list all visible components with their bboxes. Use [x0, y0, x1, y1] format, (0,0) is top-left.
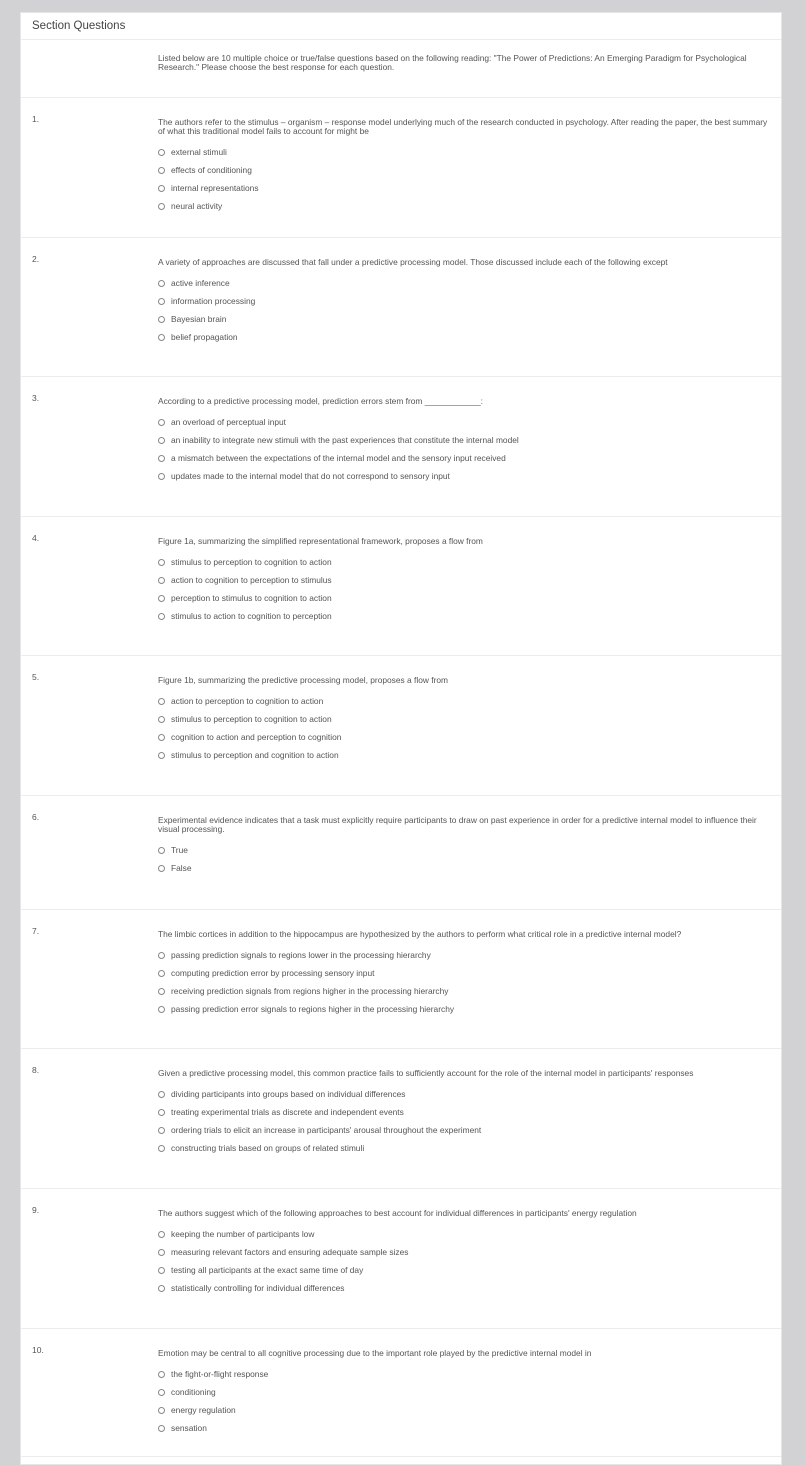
answer-option[interactable] — [158, 859, 781, 877]
answer-options — [21, 143, 781, 215]
option-label: an inability to integrate new stimuli with the past experiences that constitute the internal model — [171, 435, 519, 445]
answer-option[interactable] — [158, 431, 781, 449]
question-7 — [21, 910, 781, 1049]
question-text: Figure 1a, summarizing the simplified representational framework, proposes a flow from — [158, 536, 483, 546]
option-label: ordering trials to elicit an increase in participants' arousal throughout the experiment — [171, 1125, 482, 1135]
option-label: stimulus to action to cognition to perception — [171, 611, 332, 621]
answer-option[interactable] — [158, 179, 781, 197]
option-label: action to perception to cognition to action — [171, 696, 324, 706]
answer-option[interactable] — [158, 841, 781, 859]
option-label: information processing — [171, 296, 256, 306]
option-label: False — [171, 863, 192, 873]
answer-option[interactable] — [158, 589, 781, 607]
option-label: action to cognition to perception to stimulus — [171, 575, 332, 585]
answer-option[interactable] — [158, 1365, 781, 1383]
radio-button[interactable] — [158, 865, 165, 872]
question-text: Experimental evidence indicates that a task must explicitly require participants to draw on past experience in order for a predictive internal model to influence their visual processing. — [158, 815, 757, 834]
answer-option[interactable] — [158, 1121, 781, 1139]
radio-button[interactable] — [158, 455, 165, 462]
radio-button[interactable] — [158, 970, 165, 977]
question-number: 8. — [32, 1065, 40, 1075]
answer-options — [21, 274, 781, 346]
radio-button[interactable] — [158, 559, 165, 566]
question-text: The authors suggest which of the following approaches to best account for individual differences in participants' energy regulation — [158, 1208, 637, 1218]
answer-option[interactable] — [158, 964, 781, 982]
question-8 — [21, 1049, 781, 1189]
option-label: receiving prediction signals from regions higher in the processing hierarchy — [171, 986, 449, 996]
answer-option[interactable] — [158, 1261, 781, 1279]
answer-option[interactable] — [158, 607, 781, 625]
questions-card — [20, 12, 782, 1465]
option-label: Bayesian brain — [171, 314, 227, 324]
answer-option[interactable] — [158, 728, 781, 746]
answer-option[interactable] — [158, 746, 781, 764]
radio-button[interactable] — [158, 149, 165, 156]
question-number: 5. — [32, 672, 40, 682]
question-number: 4. — [32, 533, 40, 543]
answer-options — [21, 553, 781, 625]
radio-button[interactable] — [158, 847, 165, 854]
question-number: 9. — [32, 1205, 40, 1215]
answer-option[interactable] — [158, 946, 781, 964]
answer-option[interactable] — [158, 413, 781, 431]
question-10 — [21, 1329, 781, 1457]
option-label: belief propagation — [171, 332, 238, 342]
answer-option[interactable] — [158, 467, 781, 485]
radio-button[interactable] — [158, 752, 165, 759]
question-number: 2. — [32, 254, 40, 264]
answer-options — [21, 1225, 781, 1297]
option-label: True — [171, 845, 188, 855]
answer-option[interactable] — [158, 710, 781, 728]
answer-option[interactable] — [158, 143, 781, 161]
radio-button[interactable] — [158, 1425, 165, 1432]
radio-button[interactable] — [158, 952, 165, 959]
answer-option[interactable] — [158, 1103, 781, 1121]
radio-button[interactable] — [158, 473, 165, 480]
option-label: passing prediction error signals to regions higher in the processing hierarchy — [171, 1004, 455, 1014]
option-label: external stimuli — [171, 147, 227, 157]
radio-button[interactable] — [158, 1249, 165, 1256]
answer-option[interactable] — [158, 1279, 781, 1297]
radio-button[interactable] — [158, 1389, 165, 1396]
radio-button[interactable] — [158, 1145, 165, 1152]
answer-option[interactable] — [158, 982, 781, 1000]
answer-option[interactable] — [158, 1401, 781, 1419]
answer-option[interactable] — [158, 1419, 781, 1437]
radio-button[interactable] — [158, 1109, 165, 1116]
question-list — [21, 98, 781, 1457]
radio-button[interactable] — [158, 716, 165, 723]
radio-button[interactable] — [158, 419, 165, 426]
question-number: 3. — [32, 393, 40, 403]
question-4 — [21, 517, 781, 656]
option-label: passing prediction signals to regions lower in the processing hierarchy — [171, 950, 431, 960]
question-text: Figure 1b, summarizing the predictive processing model, proposes a flow from — [158, 675, 448, 685]
radio-button[interactable] — [158, 613, 165, 620]
question-number: 1. — [32, 114, 40, 124]
option-label: constructing trials based on groups of related stimuli — [171, 1143, 365, 1153]
radio-button[interactable] — [158, 280, 165, 287]
answer-option[interactable] — [158, 449, 781, 467]
option-label: measuring relevant factors and ensuring adequate sample sizes — [171, 1247, 409, 1257]
radio-button[interactable] — [158, 1371, 165, 1378]
radio-button[interactable] — [158, 1285, 165, 1292]
question-text: According to a predictive processing model, prediction errors stem from ____________: — [158, 396, 483, 406]
option-label: cognition to action and perception to cognition — [171, 732, 342, 742]
answer-option[interactable] — [158, 1225, 781, 1243]
question-9 — [21, 1189, 781, 1329]
answer-options — [21, 841, 781, 877]
option-label: treating experimental trials as discrete and independent events — [171, 1107, 404, 1117]
question-text: Emotion may be central to all cognitive processing due to the important role played by the predictive internal model in — [158, 1348, 592, 1358]
answer-option[interactable] — [158, 161, 781, 179]
question-text: The limbic cortices in addition to the hippocampus are hypothesized by the authors to perform what critical role in a predictive internal model? — [158, 929, 682, 939]
radio-button[interactable] — [158, 988, 165, 995]
option-label: the fight-or-flight response — [171, 1369, 269, 1379]
answer-option[interactable] — [158, 1383, 781, 1401]
answer-option[interactable] — [158, 328, 781, 346]
answer-option[interactable] — [158, 310, 781, 328]
radio-button[interactable] — [158, 1267, 165, 1274]
radio-button[interactable] — [158, 298, 165, 305]
answer-option[interactable] — [158, 1000, 781, 1018]
question-5 — [21, 656, 781, 796]
question-number: 10. — [32, 1345, 44, 1355]
option-label: stimulus to perception to cognition to action — [171, 557, 332, 567]
radio-button[interactable] — [158, 316, 165, 323]
radio-button[interactable] — [158, 203, 165, 210]
option-label: stimulus to perception to cognition to action — [171, 714, 332, 724]
option-label: computing prediction error by processing sensory input — [171, 968, 375, 978]
answer-options — [21, 946, 781, 1018]
question-number: 7. — [32, 926, 40, 936]
answer-option[interactable] — [158, 553, 781, 571]
option-label: neural activity — [171, 201, 223, 211]
question-3 — [21, 377, 781, 517]
radio-button[interactable] — [158, 734, 165, 741]
radio-button[interactable] — [158, 167, 165, 174]
option-label: an overload of perceptual input — [171, 417, 287, 427]
answer-options — [21, 1085, 781, 1157]
question-6 — [21, 796, 781, 910]
answer-option[interactable] — [158, 197, 781, 215]
answer-option[interactable] — [158, 571, 781, 589]
question-2 — [21, 238, 781, 377]
answer-option[interactable] — [158, 274, 781, 292]
radio-button[interactable] — [158, 1127, 165, 1134]
option-label: updates made to the internal model that do not correspond to sensory input — [171, 471, 450, 481]
radio-button[interactable] — [158, 437, 165, 444]
radio-button[interactable] — [158, 1091, 165, 1098]
option-label: perception to stimulus to cognition to action — [171, 593, 332, 603]
question-1 — [21, 98, 781, 238]
question-text: A variety of approaches are discussed that fall under a predictive processing model. Those discussed include each of the following except — [158, 257, 668, 267]
option-label: statistically controlling for individual differences — [171, 1283, 345, 1293]
answer-options — [21, 1365, 781, 1437]
question-text: The authors refer to the stimulus – organism – response model underlying much of the research conducted in psychology. After reading the paper, the best summary of what this traditional model fails to account for might be — [158, 117, 768, 136]
answer-option[interactable] — [158, 1243, 781, 1261]
section-title: Section Questions — [21, 13, 781, 40]
answer-option[interactable] — [158, 1139, 781, 1157]
option-label: stimulus to perception and cognition to action — [171, 750, 339, 760]
question-number: 6. — [32, 812, 40, 822]
answer-options — [21, 692, 781, 764]
radio-button[interactable] — [158, 334, 165, 341]
option-label: energy regulation — [171, 1405, 236, 1415]
option-label: a mismatch between the expectations of the internal model and the sensory input received — [171, 453, 506, 463]
radio-button[interactable] — [158, 1006, 165, 1013]
answer-option[interactable] — [158, 1085, 781, 1103]
radio-button[interactable] — [158, 577, 165, 584]
answer-options — [21, 413, 781, 485]
option-label: testing all participants at the exact same time of day — [171, 1265, 364, 1275]
answer-option[interactable] — [158, 692, 781, 710]
radio-button[interactable] — [158, 185, 165, 192]
option-label: conditioning — [171, 1387, 216, 1397]
radio-button[interactable] — [158, 698, 165, 705]
option-label: internal representations — [171, 183, 259, 193]
option-label: sensation — [171, 1423, 207, 1433]
radio-button[interactable] — [158, 1231, 165, 1238]
section-intro: Listed below are 10 multiple choice or true/false questions based on the following reading: "The Power of Predictions: An Emerging Paradigm for Psychological Research." Please choose the best response for each question. — [21, 40, 781, 98]
answer-option[interactable] — [158, 292, 781, 310]
radio-button[interactable] — [158, 595, 165, 602]
option-label: effects of conditioning — [171, 165, 252, 175]
radio-button[interactable] — [158, 1407, 165, 1414]
option-label: active inference — [171, 278, 230, 288]
option-label: keeping the number of participants low — [171, 1229, 315, 1239]
option-label: dividing participants into groups based on individual differences — [171, 1089, 406, 1099]
question-text: Given a predictive processing model, this common practice fails to sufficiently account for the role of the internal model in participants' responses — [158, 1068, 694, 1078]
